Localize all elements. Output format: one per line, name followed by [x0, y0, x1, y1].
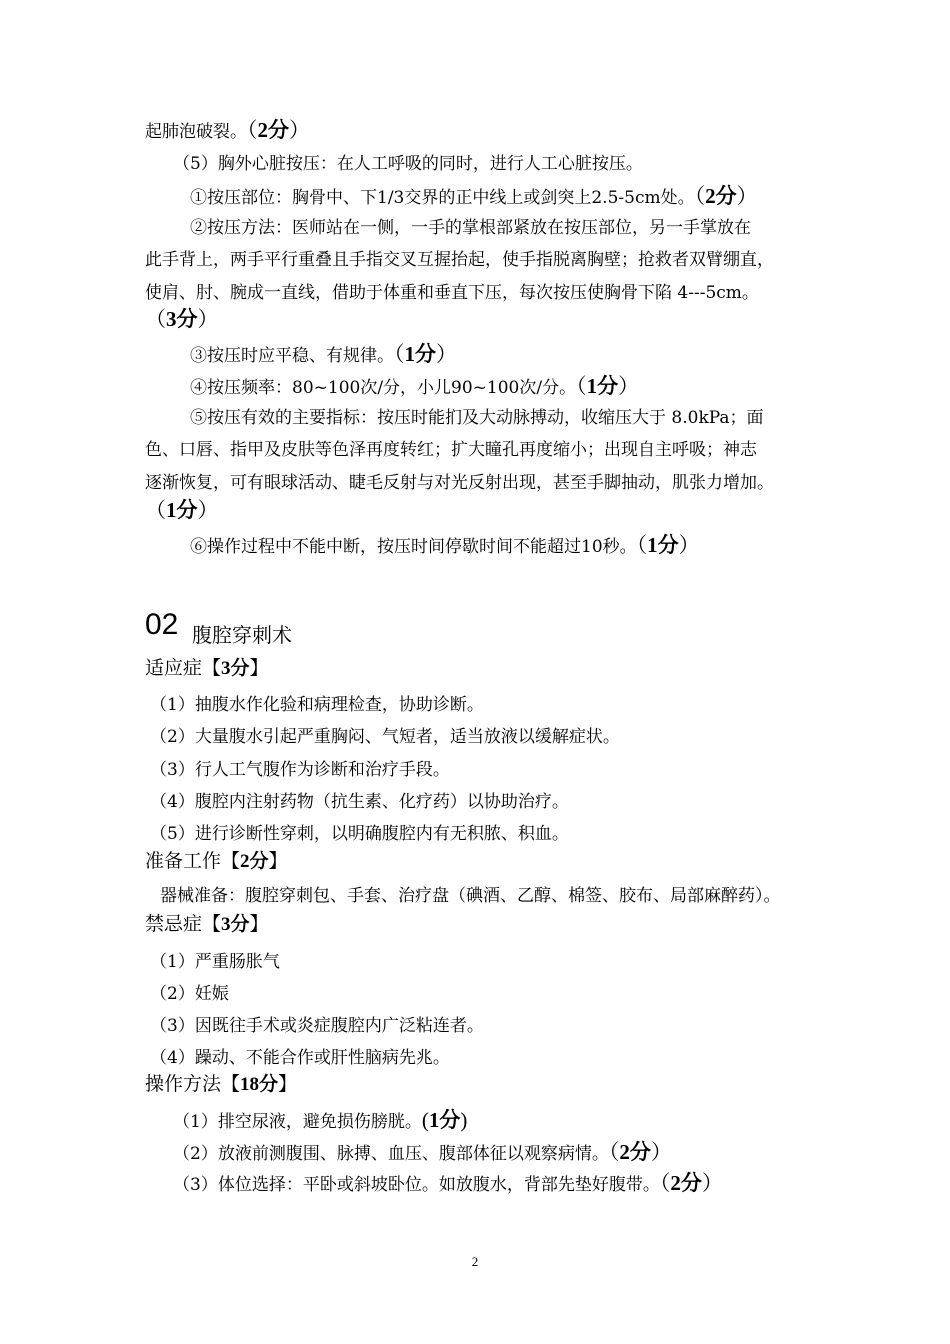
- text-line: ⑤按压有效的主要指标：按压时能扪及大动脉搏动，收缩压大于 8.0kPa；面: [190, 408, 764, 428]
- score-mark: （1分）: [576, 374, 640, 398]
- text-line: 色、口唇、指甲及皮肤等色泽再度转红；扩大瞳孔再度缩小；出现自主呼吸；神志: [145, 440, 757, 460]
- score-mark: （2分）: [659, 1171, 723, 1195]
- text-line: [145, 307, 219, 332]
- list-item: （2）大量腹水引起严重胸闷、气短者，适当放液以缓解症状。: [150, 727, 620, 747]
- text-line: ②按压方法：医师站在一侧，一手的掌根部紧放在按压部位，另一手掌放在: [190, 218, 751, 238]
- preparation-heading: 准备工作【2分】: [145, 850, 288, 872]
- list-item: （2）放液前测腹围、脉搏、血压、腹部体征以观察病情。（2分）: [173, 1140, 672, 1164]
- score-mark: （1分）: [145, 498, 219, 522]
- list-item: （3）体位选择：平卧或斜坡卧位。如放腹水，背部先垫好腹带。（2分）: [173, 1171, 723, 1195]
- text-line: 起肺泡破裂。（2分）: [145, 118, 310, 142]
- list-item: （5）进行诊断性穿刺，以明确腹腔内有无积脓、积血。: [150, 824, 569, 844]
- list-item: （1）严重肠胀气: [150, 952, 280, 972]
- list-item: （1）抽腹水作化验和病理检查，协助诊断。: [150, 695, 484, 715]
- score-mark: （2分）: [608, 1140, 672, 1164]
- section-title: 腹腔穿刺术: [192, 623, 292, 647]
- score-mark: （2分）: [247, 118, 310, 142]
- list-item: （3）行人工气腹作为诊断和治疗手段。: [150, 760, 450, 780]
- text-line: ⑥操作过程中不能中断，按压时间停歇时间不能超过10秒。（1分）: [190, 533, 700, 557]
- procedure-heading: 操作方法【18分】: [145, 1073, 298, 1095]
- list-item: （4）腹腔内注射药物（抗生素、化疗药）以协助治疗。: [150, 792, 569, 812]
- score-mark: （1分）: [394, 342, 457, 366]
- text-line: ①按压部位：胸骨中、下1/3交界的正中线上或剑突上2.5-5cm处。（2分）: [190, 184, 758, 208]
- contraindications-heading: 禁忌症【3分】: [145, 913, 269, 935]
- score-mark: (1分): [421, 1108, 468, 1132]
- text-line: （5）胸外心脏按压：在人工呼吸的同时，进行人工心脏按压。: [173, 154, 643, 174]
- indications-heading: 适应症【3分】: [145, 657, 269, 679]
- list-item: （3）因既往手术或炎症腹腔内广泛粘连者。: [150, 1016, 484, 1036]
- score-mark: （2分）: [694, 184, 758, 208]
- list-item: （4）躁动、不能合作或肝性脑病先兆。: [150, 1048, 450, 1068]
- score-mark: （1分）: [636, 533, 700, 557]
- text-line: 使肩、肘、腕成一直线，借助于体重和垂直下压，每次按压使胸骨下陷 4---5cm。: [145, 283, 759, 303]
- score-mark: （3分）: [145, 307, 219, 331]
- list-item: （2）妊娠: [150, 984, 229, 1004]
- list-item: （1）排空尿液，避免损伤膀胱。(1分): [173, 1108, 468, 1132]
- text-line: [145, 498, 219, 523]
- page-number: 2: [471, 1254, 479, 1269]
- text-line: ③按压时应平稳、有规律。（1分）: [190, 342, 457, 366]
- list-item: 器械准备：腹腔穿刺包、手套、治疗盘（碘酒、乙醇、棉签、胶布、局部麻醉药）。: [160, 886, 781, 906]
- section-number: 02: [145, 608, 179, 641]
- text-line: 逐渐恢复，可有眼球活动、睫毛反射与对光反射出现，甚至手脚抽动，肌张力增加。: [145, 473, 774, 493]
- text-line: ④按压频率：80~100次/分，小儿90~100次/分。（1分）: [190, 374, 640, 398]
- text-line: 此手背上，两手平行重叠且手指交叉互握抬起，使手指脱离胸壁；抢救者双臂绷直，: [145, 250, 774, 270]
